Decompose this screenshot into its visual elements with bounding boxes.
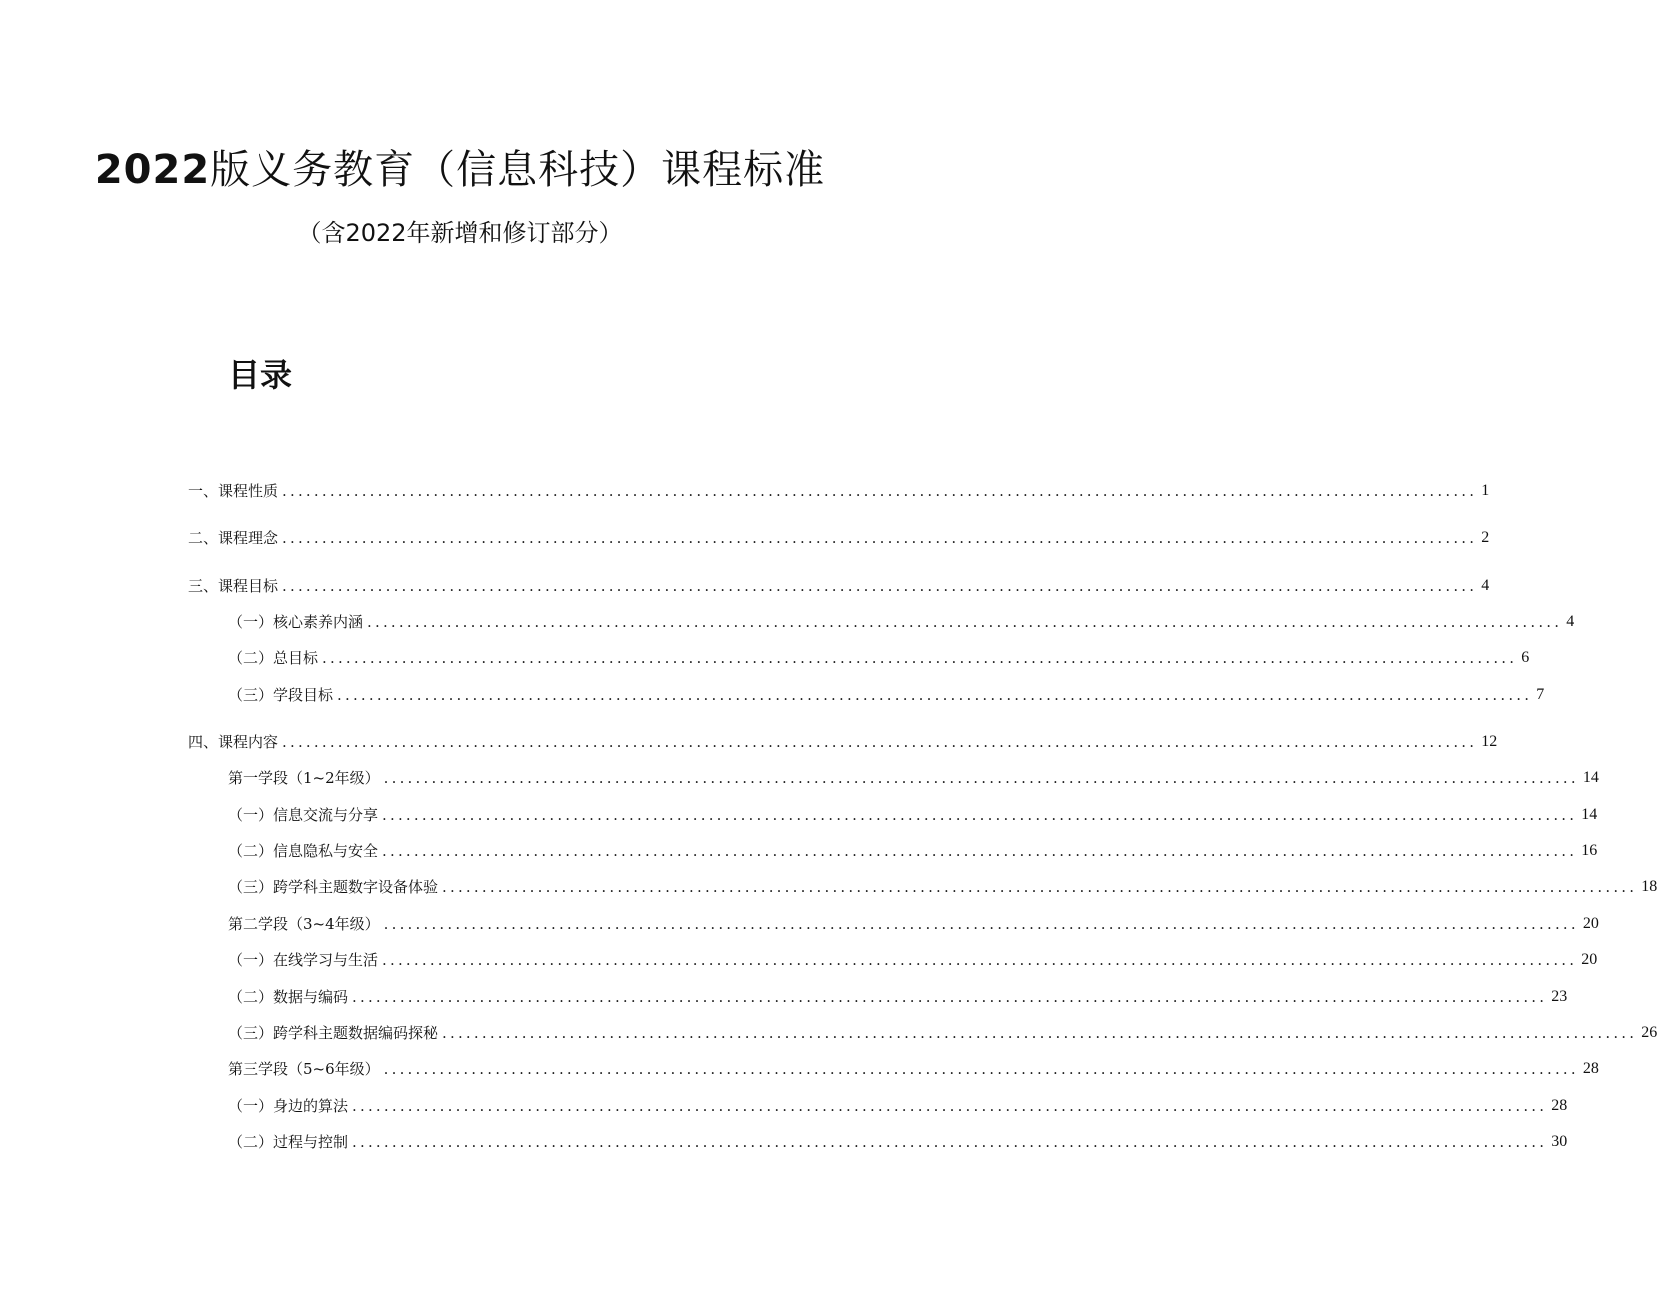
toc-entry-label: 二、课程理念 [188,529,279,547]
toc-entry-label: 一、课程性质 [188,482,279,500]
toc-leader-dots: ...................................................................................................................................................... [282,482,1478,500]
toc-entry-page: 2 [1481,529,1490,546]
toc-leader-dots: ...................................................................................................................................................... [382,951,1578,969]
toc-entry[interactable] [228,986,1568,1008]
toc-entry[interactable] [188,575,1490,597]
toc-leader-dots: ...................................................................................................................................................... [442,878,1638,896]
toc-entry[interactable] [228,767,1599,789]
title-year: 2022 [94,147,211,193]
toc-entry[interactable] [228,1022,1657,1044]
toc-entry-page: 14 [1582,769,1599,786]
toc-leader-dots: ...................................................................................................................................................... [367,613,1563,631]
toc-entry-label: （二）数据与编码 [228,988,349,1006]
toc-leader-dots: ...................................................................................................................................................... [282,529,1478,547]
toc-leader-dots: ...................................................................................................................................................... [352,1097,1548,1115]
toc-leader-dots: ...................................................................................................................................................... [322,649,1518,667]
toc-leader-dots: ...................................................................................................................................................... [382,842,1578,860]
toc-entry-label: （二）信息隐私与安全 [228,842,379,860]
toc-entry-page: 28 [1582,1060,1599,1077]
toc-entry[interactable] [228,647,1530,669]
toc-entry-label: 四、课程内容 [188,733,279,751]
title-text: 版义务教育（信息科技）课程标准 [210,147,826,193]
toc-entry-page: 14 [1581,806,1598,823]
toc-entry-page: 20 [1582,915,1599,932]
toc-entry[interactable] [228,840,1598,862]
toc-entry-label: （二）总目标 [228,649,319,667]
document-subtitle: （含2022年新增和修订部分） [297,219,623,247]
toc-entry-label: （一）身边的算法 [228,1097,349,1115]
toc-leader-dots: ...................................................................................................................................................... [383,915,1579,933]
toc-leader-dots: ...................................................................................................................................................... [352,1133,1548,1151]
toc-entry-page: 18 [1641,878,1657,895]
toc-entry-page: 6 [1521,649,1530,666]
toc-entry[interactable] [228,1058,1599,1080]
toc-entry-page: 4 [1481,577,1490,594]
toc-entry[interactable] [188,731,1498,753]
toc-entry-label: （一）在线学习与生活 [228,951,379,969]
toc-entry[interactable] [188,480,1490,502]
toc-entry-page: 30 [1551,1133,1568,1150]
toc-entry-label: （三）学段目标 [228,686,334,704]
toc-entry-label: 第一学段（1~2年级） [228,769,380,787]
toc-entry-label: 三、课程目标 [188,577,279,595]
toc-entry-label: （一）核心素养内涵 [228,613,364,631]
toc-entry-label: 第二学段（3~4年级） [228,915,380,933]
toc-entry-label: 第三学段（5~6年级） [228,1060,380,1078]
toc-entry[interactable] [228,1131,1568,1153]
toc-entry-page: 7 [1536,686,1545,703]
toc-entry-label: （一）信息交流与分享 [228,806,379,824]
toc-leader-dots: ...................................................................................................................................................... [382,806,1578,824]
toc-entry[interactable] [228,949,1598,971]
toc-entry-page: 1 [1481,482,1490,499]
toc-entry-label: （三）跨学科主题数据编码探秘 [228,1024,439,1042]
toc-entry[interactable] [228,876,1657,898]
toc-leader-dots: ...................................................................................................................................................... [282,577,1478,595]
toc-entry-page: 26 [1641,1024,1657,1041]
toc-leader-dots: ...................................................................................................................................................... [352,988,1548,1006]
toc-leader-dots: ...................................................................................................................................................... [383,769,1579,787]
toc-entry[interactable] [188,527,1490,549]
toc-entry-label: （二）过程与控制 [228,1133,349,1151]
toc-entry-page: 12 [1481,733,1498,750]
toc-entry[interactable] [228,684,1545,706]
toc-entry[interactable] [228,913,1599,935]
toc-leader-dots: ...................................................................................................................................................... [442,1024,1638,1042]
toc-entry-page: 4 [1566,613,1575,630]
toc-leader-dots: ...................................................................................................................................................... [383,1060,1579,1078]
toc-entry-page: 23 [1551,988,1568,1005]
toc-entry[interactable] [228,804,1598,826]
toc-entry-page: 28 [1551,1097,1568,1114]
toc-entry-label: （三）跨学科主题数字设备体验 [228,878,439,896]
toc-leader-dots: ...................................................................................................................................................... [282,733,1478,751]
toc-entry[interactable] [228,611,1575,633]
toc-heading: 目录 [228,356,293,394]
toc-entry-page: 20 [1581,951,1598,968]
toc-entry-page: 16 [1581,842,1598,859]
toc-leader-dots: ...................................................................................................................................................... [337,686,1533,704]
toc-entry[interactable] [228,1095,1568,1117]
